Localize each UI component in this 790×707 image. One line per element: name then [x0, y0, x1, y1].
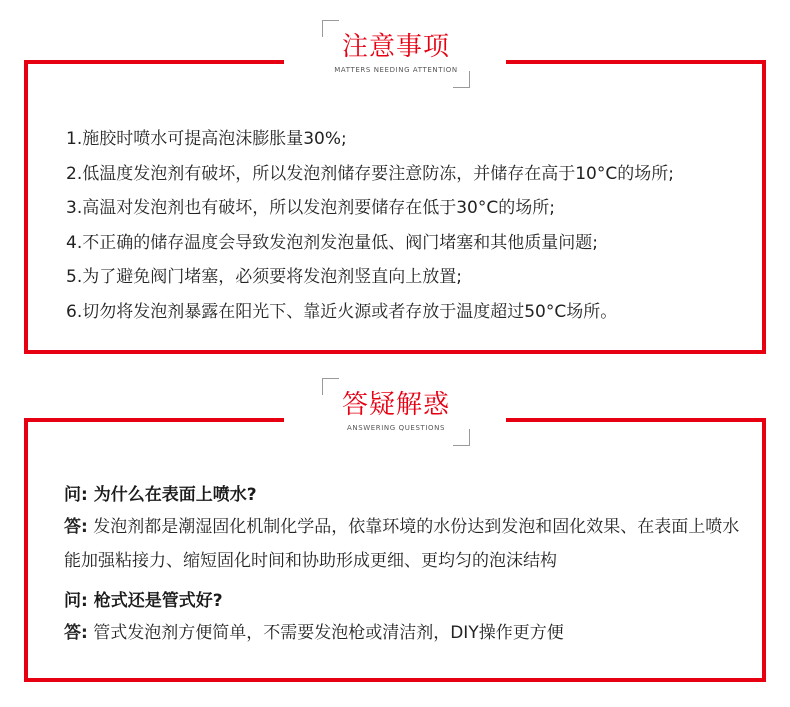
- qa-item: [64, 590, 754, 650]
- notes-subtitle: MATTERS NEEDING ATTENTION: [334, 66, 458, 74]
- qa-subtitle: ANSWERING QUESTIONS: [346, 424, 446, 432]
- question: 问: 枪式还是管式好?: [64, 591, 223, 611]
- answer: [64, 510, 754, 578]
- answer-label: 答:: [64, 623, 88, 643]
- notes-item: 6.切勿将发泡剂暴露在阳光下、靠近火源或者存放于温度超过50°C场所。: [66, 301, 618, 322]
- qa-item: [64, 484, 754, 578]
- answer-text: 发泡剂都是潮湿固化机制化学品，依靠环境的水份达到发泡和固化效果、在表面上喷水能加强粘接力、缩短固化时间和协助形成更细、更均匀的泡沫结构: [64, 517, 740, 571]
- panel-top-border-left: [24, 60, 284, 64]
- qa-list: [64, 484, 754, 650]
- notes-item: 1.施胶时喷水可提高泡沫膨胀量30%;: [66, 129, 347, 149]
- notes-item: 3.高温对发泡剂也有破坏，所以发泡剂要储存在低于30°C的场所;: [66, 198, 555, 218]
- question: 问: 为什么在表面上喷水?: [64, 485, 257, 505]
- notes-item: 5.为了避免阀门堵塞，必须要将发泡剂竖直向上放置;: [66, 267, 462, 287]
- panel-top-border-right: [506, 60, 766, 64]
- answer-text: 管式发泡剂方便简单，不需要发泡枪或清洁剂，DIY操作更方便: [87, 623, 564, 643]
- panel-top-border-right: [506, 418, 766, 422]
- notes-item: 4.不正确的储存温度会导致发泡剂发泡量低、阀门堵塞和其他质量问题;: [66, 232, 598, 253]
- panel-top-border-left: [24, 418, 284, 422]
- notes-list: [66, 122, 756, 329]
- notes-title: 注意事项: [341, 32, 450, 62]
- answer: [64, 616, 754, 650]
- notes-item: 2.低温度发泡剂有破坏，所以发泡剂储存要注意防冻，并储存在高于10°C的场所;: [66, 163, 674, 184]
- qa-title-badge: [322, 378, 470, 446]
- notes-title-badge: [322, 20, 470, 88]
- answer-label: 答:: [64, 517, 88, 537]
- qa-title: 答疑解惑: [341, 390, 450, 420]
